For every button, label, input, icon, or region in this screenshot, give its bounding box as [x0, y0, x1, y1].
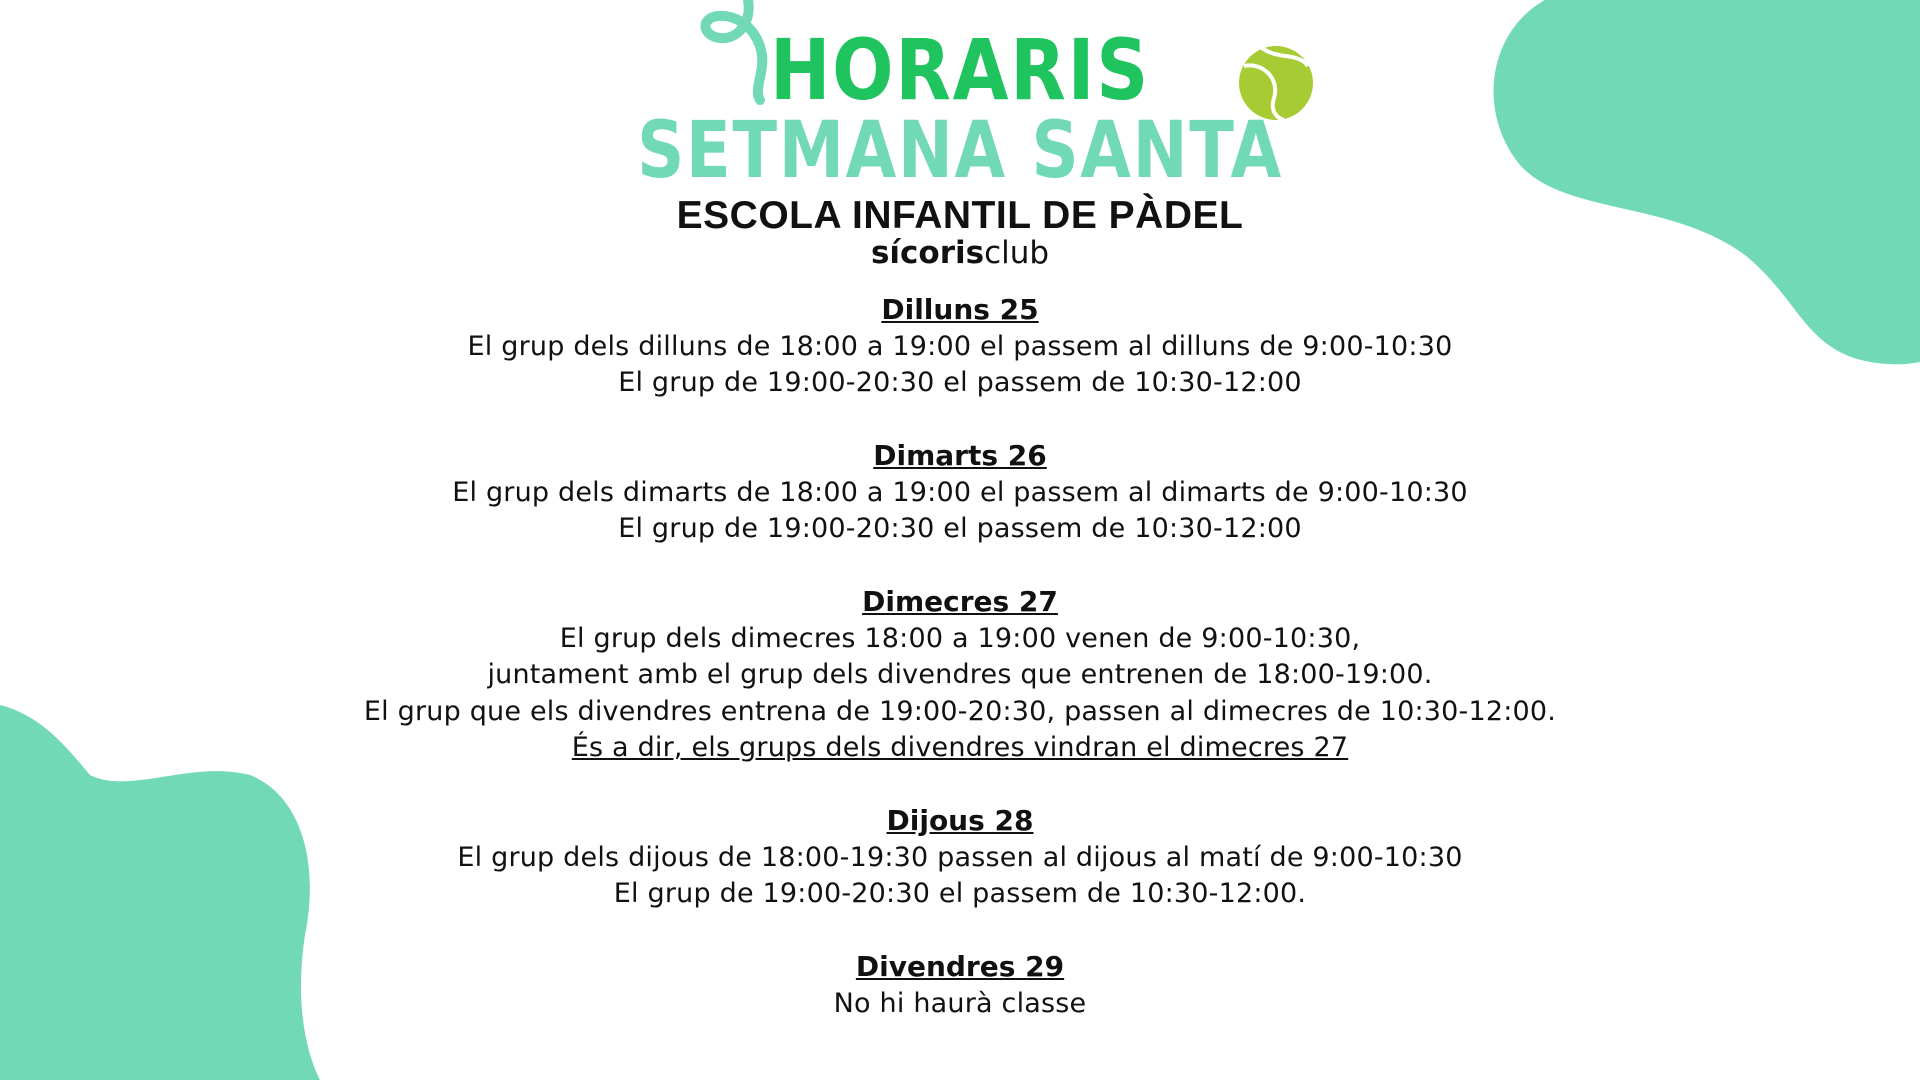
- school-name: ESCOLA INFANTIL DE PÀDEL: [676, 194, 1244, 237]
- schedule-line: El grup dels dilluns de 18:00 a 19:00 el passem al dilluns de 9:00-10:30: [467, 330, 1453, 362]
- schedule-line: No hi haurà classe: [833, 987, 1087, 1019]
- day-block-dilluns: [0, 292, 1920, 402]
- schedule-line: El grup de 19:00-20:30 el passem de 10:30-12:00: [618, 513, 1302, 544]
- brand-name-regular: club: [984, 235, 1050, 271]
- page-subtitle: SETMANA SANTA: [637, 106, 1283, 196]
- day-title: Dimecres 27: [862, 585, 1058, 618]
- header: [0, 0, 1920, 280]
- day-block-dijous: [0, 803, 1920, 913]
- schedule-line: El grup de 19:00-20:30 el passem de 10:30-12:00.: [613, 878, 1307, 909]
- schedule-line: El grup de 19:00-20:30 el passem de 10:30-12:00: [618, 367, 1302, 398]
- schedule-line: El grup dels dijous de 18:00-19:30 passen al dijous al matí de 9:00-10:30: [457, 841, 1463, 873]
- schedule-line: juntament amb el grup dels divendres que entrenen de 18:00-19:00.: [487, 659, 1433, 690]
- page-title: HORARIS: [770, 21, 1150, 119]
- day-title: Dijous 28: [886, 804, 1034, 837]
- day-block-dimarts: [0, 438, 1920, 548]
- day-title: Dilluns 25: [881, 293, 1039, 326]
- brand-logo: [0, 235, 1920, 271]
- schedule-line: El grup dels dimecres 18:00 a 19:00 venen de 9:00-10:30,: [559, 622, 1361, 654]
- day-title: Dimarts 26: [873, 439, 1047, 472]
- schedule: [0, 292, 1920, 1059]
- schedule-note: És a dir, els grups dels divendres vindran el dimecres 27: [571, 732, 1349, 763]
- day-title: Divendres 29: [855, 950, 1065, 983]
- day-block-divendres: [0, 949, 1920, 1022]
- schedule-line: El grup dels dimarts de 18:00 a 19:00 el passem al dimarts de 9:00-10:30: [452, 476, 1468, 508]
- day-block-dimecres: [0, 584, 1920, 767]
- brand-name-bold: sícoris: [870, 235, 985, 271]
- schedule-line: El grup que els divendres entrena de 19:00-20:30, passen al dimecres de 10:30-12:00.: [363, 695, 1557, 727]
